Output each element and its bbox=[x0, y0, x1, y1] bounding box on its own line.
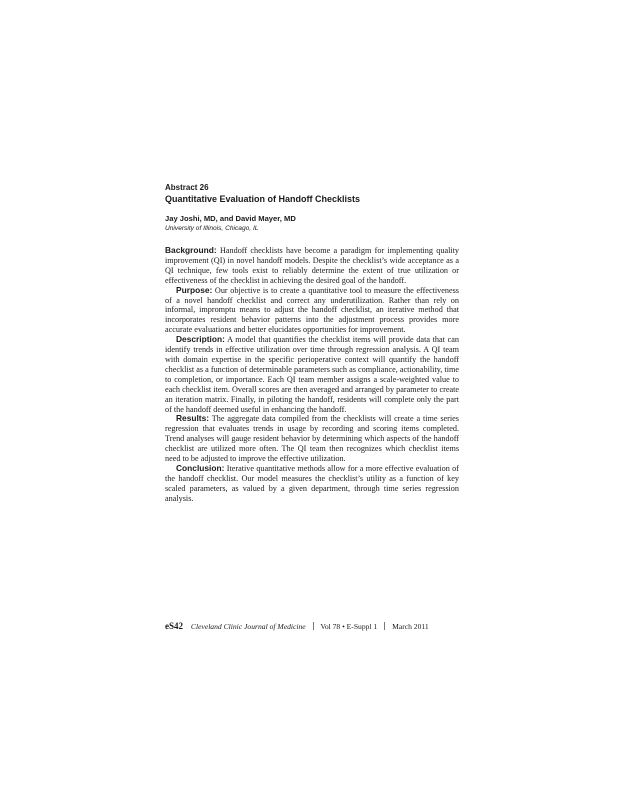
section-results bbox=[165, 414, 459, 464]
section-text: A model that quantifies the checklist items will provide data that can identify trends in effective utilization over time through regression analysis. A QI team with domain expertise in the specific perioperative context will quantify the handoff checklist as a function of determinable parameters such as compliance, actionability, time to completion, or importance. Each QI team member assigns a scale-weighted value to each checklist item. Overall scores are then averaged and arranged by parameter to create an iteration matrix. Finally, in piloting the handoff, residents will complete only the part of the handoff deemed useful in enhancing the handoff. bbox=[165, 335, 459, 414]
abstract-title: Quantitative Evaluation of Handoff Checklists bbox=[165, 194, 361, 204]
section-text: Handoff checklists have become a paradigm for implementing quality improvement (QI) in novel handoff models. Despite the checklist’s wide acceptance as a QI technique, few tools exist to reliably determine the extent of true utilization or effectiveness of the checklist in achieving the desired goal of the handoff. bbox=[165, 246, 460, 285]
issue-date: March 2011 bbox=[392, 622, 429, 631]
journal-name: Cleveland Clinic Journal of Medicine bbox=[190, 622, 306, 631]
section-text: Our objective is to create a quantitative tool to measure the effectiveness of a novel handoff checklist and correct any underutilization. Rather than rely on informal, impromptu means to adjust the handoff checklist, an iterative method that incorporates resident behavior patterns into the adjustment process provides more accurate evaluations and better elucidates opportunities for improvement. bbox=[165, 285, 459, 335]
section-heading: Purpose: bbox=[176, 284, 213, 295]
abstract-block bbox=[165, 183, 459, 504]
page-footer bbox=[165, 621, 465, 632]
section-text: Iterative quantitative methods allow for a more effective evaluation of the handoff checklist. Our model measures the checklist’s utility as a function of key scaled parameters, as valued by a given department, through time series regression analysis. bbox=[165, 463, 459, 503]
section-heading: Results: bbox=[176, 413, 210, 424]
abstract-number: Abstract 26 bbox=[165, 183, 209, 192]
section-background bbox=[165, 246, 459, 286]
section-heading: Conclusion: bbox=[176, 462, 225, 473]
author-affiliation: University of Illinois, Chicago, IL bbox=[165, 225, 259, 232]
abstract-body bbox=[165, 246, 459, 504]
section-heading: Background: bbox=[165, 245, 217, 255]
section-purpose bbox=[165, 286, 459, 336]
section-text: The aggregate data compiled from the checklists will create a time series regression that evaluates trends in usage by recording and scoring items completed. Trend analyses will gauge resident behavior by determining which aspects of the handoff checklist are utilized more often. The QI team then recognizes which checklist items need to be adjusted to improve the effective utilization. bbox=[165, 414, 459, 464]
journal-volume: Vol 78 • E-Suppl 1 bbox=[320, 622, 378, 631]
section-description bbox=[165, 335, 459, 414]
author-list: Jay Joshi, MD, and David Mayer, MD bbox=[165, 214, 296, 223]
section-heading: Description: bbox=[176, 334, 225, 345]
page-number: eS42 bbox=[165, 621, 183, 631]
footer-divider bbox=[313, 622, 314, 630]
footer-divider bbox=[384, 622, 385, 630]
section-conclusion bbox=[165, 464, 459, 504]
